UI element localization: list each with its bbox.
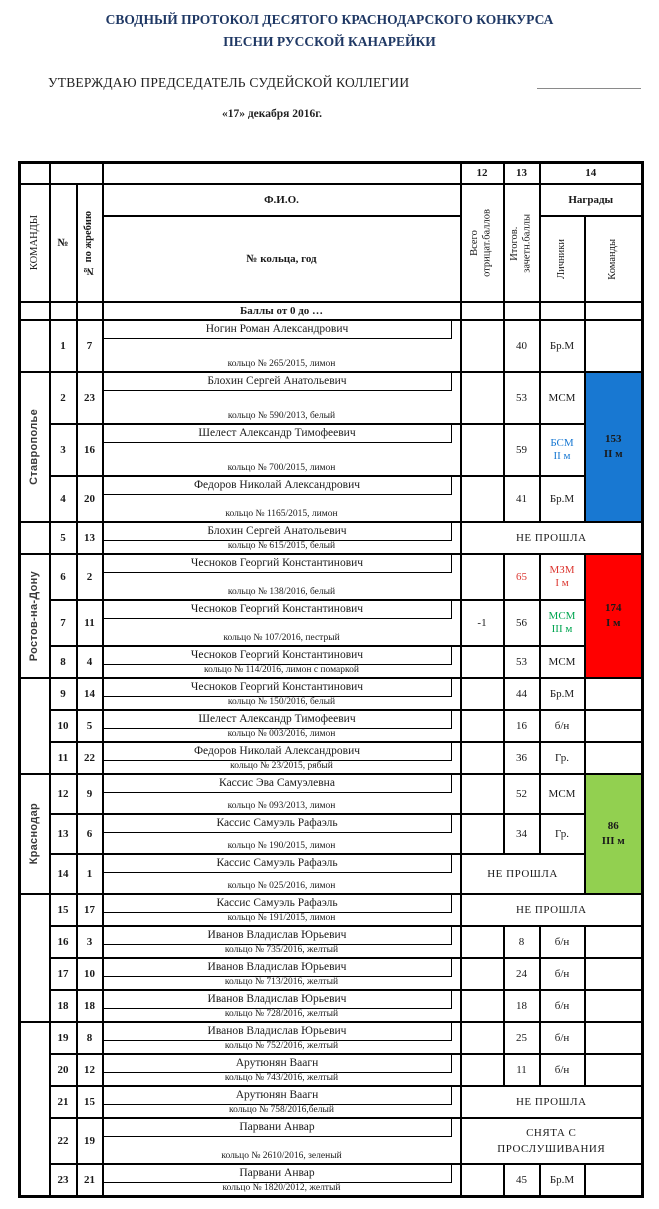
personal-award: БСМ II м bbox=[540, 424, 585, 476]
fio-cell bbox=[103, 958, 461, 990]
header-awards: Награды bbox=[540, 184, 643, 216]
total-points: 52 bbox=[504, 774, 540, 814]
team-award-empty bbox=[585, 678, 643, 710]
ring-info: кольцо № 265/2015, лимон bbox=[227, 358, 336, 369]
status-not-passed: НЕ ПРОШЛА bbox=[461, 854, 585, 894]
row-number: 5 bbox=[50, 522, 77, 554]
col-number-13: 13 bbox=[504, 162, 540, 184]
neg-points bbox=[461, 990, 504, 1022]
row-number: 17 bbox=[50, 958, 77, 990]
row-number: 22 bbox=[50, 1118, 77, 1164]
draw-number: 3 bbox=[77, 926, 103, 958]
draw-number: 13 bbox=[77, 522, 103, 554]
total-points: 59 bbox=[504, 424, 540, 476]
competitor-name: Парвани Анвар bbox=[104, 1119, 452, 1137]
table-row bbox=[20, 600, 643, 646]
empty-cell bbox=[20, 302, 50, 320]
header-team-awards: Команды bbox=[585, 216, 643, 302]
table-row bbox=[20, 522, 643, 554]
personal-award: б/н bbox=[540, 1022, 585, 1054]
total-points: 16 bbox=[504, 710, 540, 742]
competitor-name: Федоров Николай Александрович bbox=[104, 743, 452, 761]
competitor-name: Чесноков Георгий Константинович bbox=[104, 647, 452, 665]
neg-points: -1 bbox=[461, 600, 504, 646]
neg-points bbox=[461, 710, 504, 742]
table-row bbox=[20, 814, 643, 854]
table-row bbox=[20, 774, 643, 814]
competitor-name: Кассис Самуэль Рафаэль bbox=[104, 815, 452, 833]
ring-info: кольцо № 758/2016,белый bbox=[229, 1105, 334, 1116]
row-number: 23 bbox=[50, 1164, 77, 1197]
personal-award: МСМ III м bbox=[540, 600, 585, 646]
draw-number: 8 bbox=[77, 1022, 103, 1054]
competitor-name: Кассис Самуэль Рафаэль bbox=[104, 855, 452, 873]
total-points: 8 bbox=[504, 926, 540, 958]
fio-cell bbox=[103, 646, 461, 678]
table-row bbox=[20, 1164, 643, 1197]
table-row bbox=[20, 710, 643, 742]
fio-cell bbox=[103, 1086, 461, 1118]
draw-number: 22 bbox=[77, 742, 103, 774]
competitor-name: Шелест Александр Тимофеевич bbox=[104, 425, 452, 443]
competitor-name: Иванов Владислав Юрьевич bbox=[104, 1023, 452, 1041]
draw-number: 4 bbox=[77, 646, 103, 678]
row-number: 20 bbox=[50, 1054, 77, 1086]
personal-award: б/н bbox=[540, 926, 585, 958]
draw-number: 23 bbox=[77, 372, 103, 424]
draw-number: 5 bbox=[77, 710, 103, 742]
fio-cell bbox=[103, 926, 461, 958]
team-award-empty bbox=[585, 320, 643, 372]
status-removed: СНЯТА С ПРОСЛУШИВАНИЯ bbox=[461, 1118, 643, 1164]
empty-cell bbox=[504, 302, 540, 320]
team-result-krasnodar: 86 III м bbox=[585, 774, 643, 894]
competitor-name: Чесноков Георгий Константинович bbox=[104, 679, 452, 697]
draw-number: 11 bbox=[77, 600, 103, 646]
draw-number: 12 bbox=[77, 1054, 103, 1086]
title-line-2: ПЕСНИ РУССКОЙ КАНАРЕЙКИ bbox=[223, 34, 436, 50]
total-points: 56 bbox=[504, 600, 540, 646]
neg-points bbox=[461, 1022, 504, 1054]
fio-cell bbox=[103, 710, 461, 742]
fio-cell bbox=[103, 742, 461, 774]
scale-label: Баллы от 0 до … bbox=[103, 302, 461, 320]
fio-cell bbox=[103, 600, 461, 646]
personal-award: б/н bbox=[540, 958, 585, 990]
draw-number: 1 bbox=[77, 854, 103, 894]
competitor-name: Кассис Эва Самуэлевна bbox=[104, 775, 452, 793]
table-row bbox=[20, 958, 643, 990]
total-points: 11 bbox=[504, 1054, 540, 1086]
row-number: 12 bbox=[50, 774, 77, 814]
fio-cell bbox=[103, 372, 461, 424]
ring-info: кольцо № 107/2016, пестрый bbox=[223, 632, 340, 643]
empty-cell bbox=[103, 162, 461, 184]
team-award-empty bbox=[585, 958, 643, 990]
team-award-empty bbox=[585, 742, 643, 774]
ring-info: кольцо № 025/2016, лимон bbox=[227, 880, 336, 891]
total-points: 44 bbox=[504, 678, 540, 710]
fio-cell bbox=[103, 678, 461, 710]
row-number: 6 bbox=[50, 554, 77, 600]
personal-award: б/н bbox=[540, 990, 585, 1022]
draw-number: 2 bbox=[77, 554, 103, 600]
empty-cell bbox=[540, 302, 585, 320]
fio-cell bbox=[103, 814, 461, 854]
ring-info: кольцо № 093/2013, лимон bbox=[227, 800, 336, 811]
row-number: 11 bbox=[50, 742, 77, 774]
ring-info: кольцо № 150/2016, белый bbox=[227, 697, 336, 708]
header-teams: КОМАНДЫ bbox=[20, 184, 50, 302]
fio-cell bbox=[103, 424, 461, 476]
approve-line: УТВЕРЖДАЮ ПРЕДСЕДАТЕЛЬ СУДЕЙСКОЙ КОЛЛЕГИИ bbox=[48, 74, 410, 90]
fio-cell bbox=[103, 854, 461, 894]
ring-info: кольцо № 1820/2012, желтый bbox=[222, 1183, 341, 1194]
draw-number: 9 bbox=[77, 774, 103, 814]
neg-points bbox=[461, 678, 504, 710]
header-draw: № по жребию bbox=[77, 184, 103, 302]
protocol-table bbox=[18, 161, 644, 1199]
neg-points bbox=[461, 320, 504, 372]
personal-award: Бр.М bbox=[540, 320, 585, 372]
status-not-passed: НЕ ПРОШЛА bbox=[461, 894, 643, 926]
draw-number: 10 bbox=[77, 958, 103, 990]
fio-cell bbox=[103, 894, 461, 926]
personal-award: МСМ bbox=[540, 774, 585, 814]
fio-cell bbox=[103, 522, 461, 554]
personal-award: Бр.М bbox=[540, 678, 585, 710]
total-points: 45 bbox=[504, 1164, 540, 1197]
team-award-empty bbox=[585, 1164, 643, 1197]
team-result-stavropol: 153 II м bbox=[585, 372, 643, 522]
row-number: 21 bbox=[50, 1086, 77, 1118]
ring-info: кольцо № 114/2016, лимон с помаркой bbox=[204, 665, 359, 676]
competitor-name: Арутюнян Ваагн bbox=[104, 1055, 452, 1073]
total-points: 34 bbox=[504, 814, 540, 854]
team-name-cell: Ставрополье bbox=[20, 372, 50, 522]
header-num: № bbox=[50, 184, 77, 302]
row-number: 8 bbox=[50, 646, 77, 678]
total-points: 53 bbox=[504, 372, 540, 424]
row-number: 7 bbox=[50, 600, 77, 646]
ring-info: кольцо № 735/2016, желтый bbox=[224, 945, 339, 956]
team-cell-empty bbox=[20, 522, 50, 554]
header-personal: Личники bbox=[540, 216, 585, 302]
row-number: 3 bbox=[50, 424, 77, 476]
draw-number: 20 bbox=[77, 476, 103, 522]
neg-points bbox=[461, 424, 504, 476]
competitor-name: Чесноков Георгий Константинович bbox=[104, 601, 452, 619]
empty-cell bbox=[77, 302, 103, 320]
empty-cell bbox=[461, 302, 504, 320]
total-points: 65 bbox=[504, 554, 540, 600]
total-points: 41 bbox=[504, 476, 540, 522]
table-row bbox=[20, 320, 643, 372]
ring-info: кольцо № 23/2015, рябый bbox=[230, 761, 333, 772]
table-row bbox=[20, 554, 643, 600]
draw-number: 7 bbox=[77, 320, 103, 372]
header-fio: Ф.И.О. bbox=[103, 184, 461, 216]
personal-award: Бр.М bbox=[540, 476, 585, 522]
table-row bbox=[20, 1054, 643, 1086]
ring-info: кольцо № 728/2016, желтый bbox=[224, 1009, 339, 1020]
fio-cell bbox=[103, 1022, 461, 1054]
fio-cell bbox=[103, 774, 461, 814]
col-number-14: 14 bbox=[540, 162, 643, 184]
draw-number: 17 bbox=[77, 894, 103, 926]
team-award-empty bbox=[585, 1022, 643, 1054]
ring-info: кольцо № 191/2015, лимон bbox=[227, 913, 336, 924]
team-award-empty bbox=[585, 710, 643, 742]
row-number: 2 bbox=[50, 372, 77, 424]
ring-info: кольцо № 003/2016, лимон bbox=[227, 729, 336, 740]
competitor-name: Арутюнян Ваагн bbox=[104, 1087, 452, 1105]
row-number: 14 bbox=[50, 854, 77, 894]
row-number: 1 bbox=[50, 320, 77, 372]
ring-info: кольцо № 700/2015, лимон bbox=[227, 462, 336, 473]
competitor-name: Иванов Владислав Юрьевич bbox=[104, 959, 452, 977]
signature-line bbox=[537, 87, 641, 89]
competitor-name: Парвани Анвар bbox=[104, 1165, 452, 1183]
table-row bbox=[20, 854, 643, 894]
header-total-points: Итогов. зачетн.баллы bbox=[504, 184, 540, 302]
row-number: 13 bbox=[50, 814, 77, 854]
title-line-1: СВОДНЫЙ ПРОТОКОЛ ДЕСЯТОГО КРАСНОДАРСКОГО КОНКУРСА bbox=[105, 12, 554, 27]
row-number: 16 bbox=[50, 926, 77, 958]
total-points: 18 bbox=[504, 990, 540, 1022]
neg-points bbox=[461, 742, 504, 774]
draw-number: 14 bbox=[77, 678, 103, 710]
empty-cell bbox=[50, 302, 77, 320]
neg-points bbox=[461, 554, 504, 600]
fio-cell bbox=[103, 1054, 461, 1086]
row-number: 18 bbox=[50, 990, 77, 1022]
competitor-name: Блохин Сергей Анатольевич bbox=[104, 373, 452, 391]
draw-number: 19 bbox=[77, 1118, 103, 1164]
header-ring: № кольца, год bbox=[103, 216, 461, 302]
empty-cell bbox=[50, 162, 103, 184]
fio-cell bbox=[103, 554, 461, 600]
date-line: «17» декабря 2016г. bbox=[221, 107, 323, 120]
table-row bbox=[20, 646, 643, 678]
table-row bbox=[20, 424, 643, 476]
neg-points bbox=[461, 1054, 504, 1086]
draw-number: 15 bbox=[77, 1086, 103, 1118]
fio-cell bbox=[103, 1164, 461, 1197]
header-row-labels bbox=[20, 184, 643, 216]
team-result-rostov: 174 I м bbox=[585, 554, 643, 678]
competitor-name: Кассис Самуэль Рафаэль bbox=[104, 895, 452, 913]
status-not-passed: НЕ ПРОШЛА bbox=[461, 1086, 643, 1118]
team-cell-empty bbox=[20, 894, 50, 1022]
competitor-name: Чесноков Георгий Константинович bbox=[104, 555, 452, 573]
total-points: 25 bbox=[504, 1022, 540, 1054]
header-row-sub bbox=[20, 216, 643, 302]
competitor-name: Ногин Роман Александрович bbox=[104, 321, 452, 339]
competitor-name: Иванов Владислав Юрьевич bbox=[104, 927, 452, 945]
team-name-cell: Ростов-на-Дону bbox=[20, 554, 50, 678]
fio-cell bbox=[103, 1118, 461, 1164]
table-row bbox=[20, 372, 643, 424]
team-cell-empty bbox=[20, 320, 50, 372]
team-name-cell: Краснодар bbox=[20, 774, 50, 894]
personal-award: МСМ bbox=[540, 646, 585, 678]
competitor-name: Шелест Александр Тимофеевич bbox=[104, 711, 452, 729]
personal-award: МСМ bbox=[540, 372, 585, 424]
ring-info: кольцо № 1165/2015, лимон bbox=[225, 508, 338, 519]
neg-points bbox=[461, 926, 504, 958]
ring-info: кольцо № 2610/2016, зеленый bbox=[221, 1150, 342, 1161]
ring-info: кольцо № 138/2016, белый bbox=[227, 586, 336, 597]
row-number: 9 bbox=[50, 678, 77, 710]
personal-award: б/н bbox=[540, 1054, 585, 1086]
neg-points bbox=[461, 774, 504, 814]
table-row bbox=[20, 1086, 643, 1118]
table-row bbox=[20, 926, 643, 958]
ring-info: кольцо № 190/2015, лимон bbox=[227, 840, 336, 851]
total-points: 24 bbox=[504, 958, 540, 990]
personal-award: МЗМ I м bbox=[540, 554, 585, 600]
status-not-passed: НЕ ПРОШЛА bbox=[461, 522, 643, 554]
table-row bbox=[20, 894, 643, 926]
draw-number: 6 bbox=[77, 814, 103, 854]
ring-info: кольцо № 713/2016, желтый bbox=[224, 977, 339, 988]
fio-cell bbox=[103, 320, 461, 372]
table-row bbox=[20, 990, 643, 1022]
table-row bbox=[20, 678, 643, 710]
total-points: 53 bbox=[504, 646, 540, 678]
personal-award: б/н bbox=[540, 710, 585, 742]
table-row bbox=[20, 742, 643, 774]
team-award-empty bbox=[585, 926, 643, 958]
approve-row bbox=[48, 75, 641, 91]
neg-points bbox=[461, 958, 504, 990]
draw-number: 18 bbox=[77, 990, 103, 1022]
neg-points bbox=[461, 646, 504, 678]
scale-row bbox=[20, 302, 643, 320]
empty-cell bbox=[20, 162, 50, 184]
draw-number: 21 bbox=[77, 1164, 103, 1197]
page-title bbox=[0, 9, 659, 54]
team-award-empty bbox=[585, 1054, 643, 1086]
table-row bbox=[20, 1022, 643, 1054]
team-cell-empty bbox=[20, 1022, 50, 1197]
ring-info: кольцо № 743/2016, желтый bbox=[224, 1073, 339, 1084]
row-number: 15 bbox=[50, 894, 77, 926]
row-number: 4 bbox=[50, 476, 77, 522]
header-row-colnums bbox=[20, 162, 643, 184]
team-cell-empty bbox=[20, 678, 50, 774]
table-row bbox=[20, 476, 643, 522]
row-number: 19 bbox=[50, 1022, 77, 1054]
personal-award: Бр.М bbox=[540, 1164, 585, 1197]
empty-cell bbox=[585, 302, 643, 320]
neg-points bbox=[461, 1164, 504, 1197]
fio-cell bbox=[103, 990, 461, 1022]
neg-points bbox=[461, 476, 504, 522]
table-row bbox=[20, 1118, 643, 1164]
personal-award: Гр. bbox=[540, 742, 585, 774]
fio-cell bbox=[103, 476, 461, 522]
row-number: 10 bbox=[50, 710, 77, 742]
neg-points bbox=[461, 372, 504, 424]
ring-info: кольцо № 590/2013, белый bbox=[227, 410, 336, 421]
team-award-empty bbox=[585, 990, 643, 1022]
competitor-name: Блохин Сергей Анатольевич bbox=[104, 523, 452, 541]
header-neg-points: Всего отрицат.баллов bbox=[461, 184, 504, 302]
neg-points bbox=[461, 814, 504, 854]
ring-info: кольцо № 615/2015, белый bbox=[227, 541, 336, 552]
total-points: 36 bbox=[504, 742, 540, 774]
col-number-12: 12 bbox=[461, 162, 504, 184]
competitor-name: Иванов Владислав Юрьевич bbox=[104, 991, 452, 1009]
competitor-name: Федоров Николай Александрович bbox=[104, 477, 452, 495]
total-points: 40 bbox=[504, 320, 540, 372]
personal-award: Гр. bbox=[540, 814, 585, 854]
ring-info: кольцо № 752/2016, желтый bbox=[224, 1041, 339, 1052]
draw-number: 16 bbox=[77, 424, 103, 476]
